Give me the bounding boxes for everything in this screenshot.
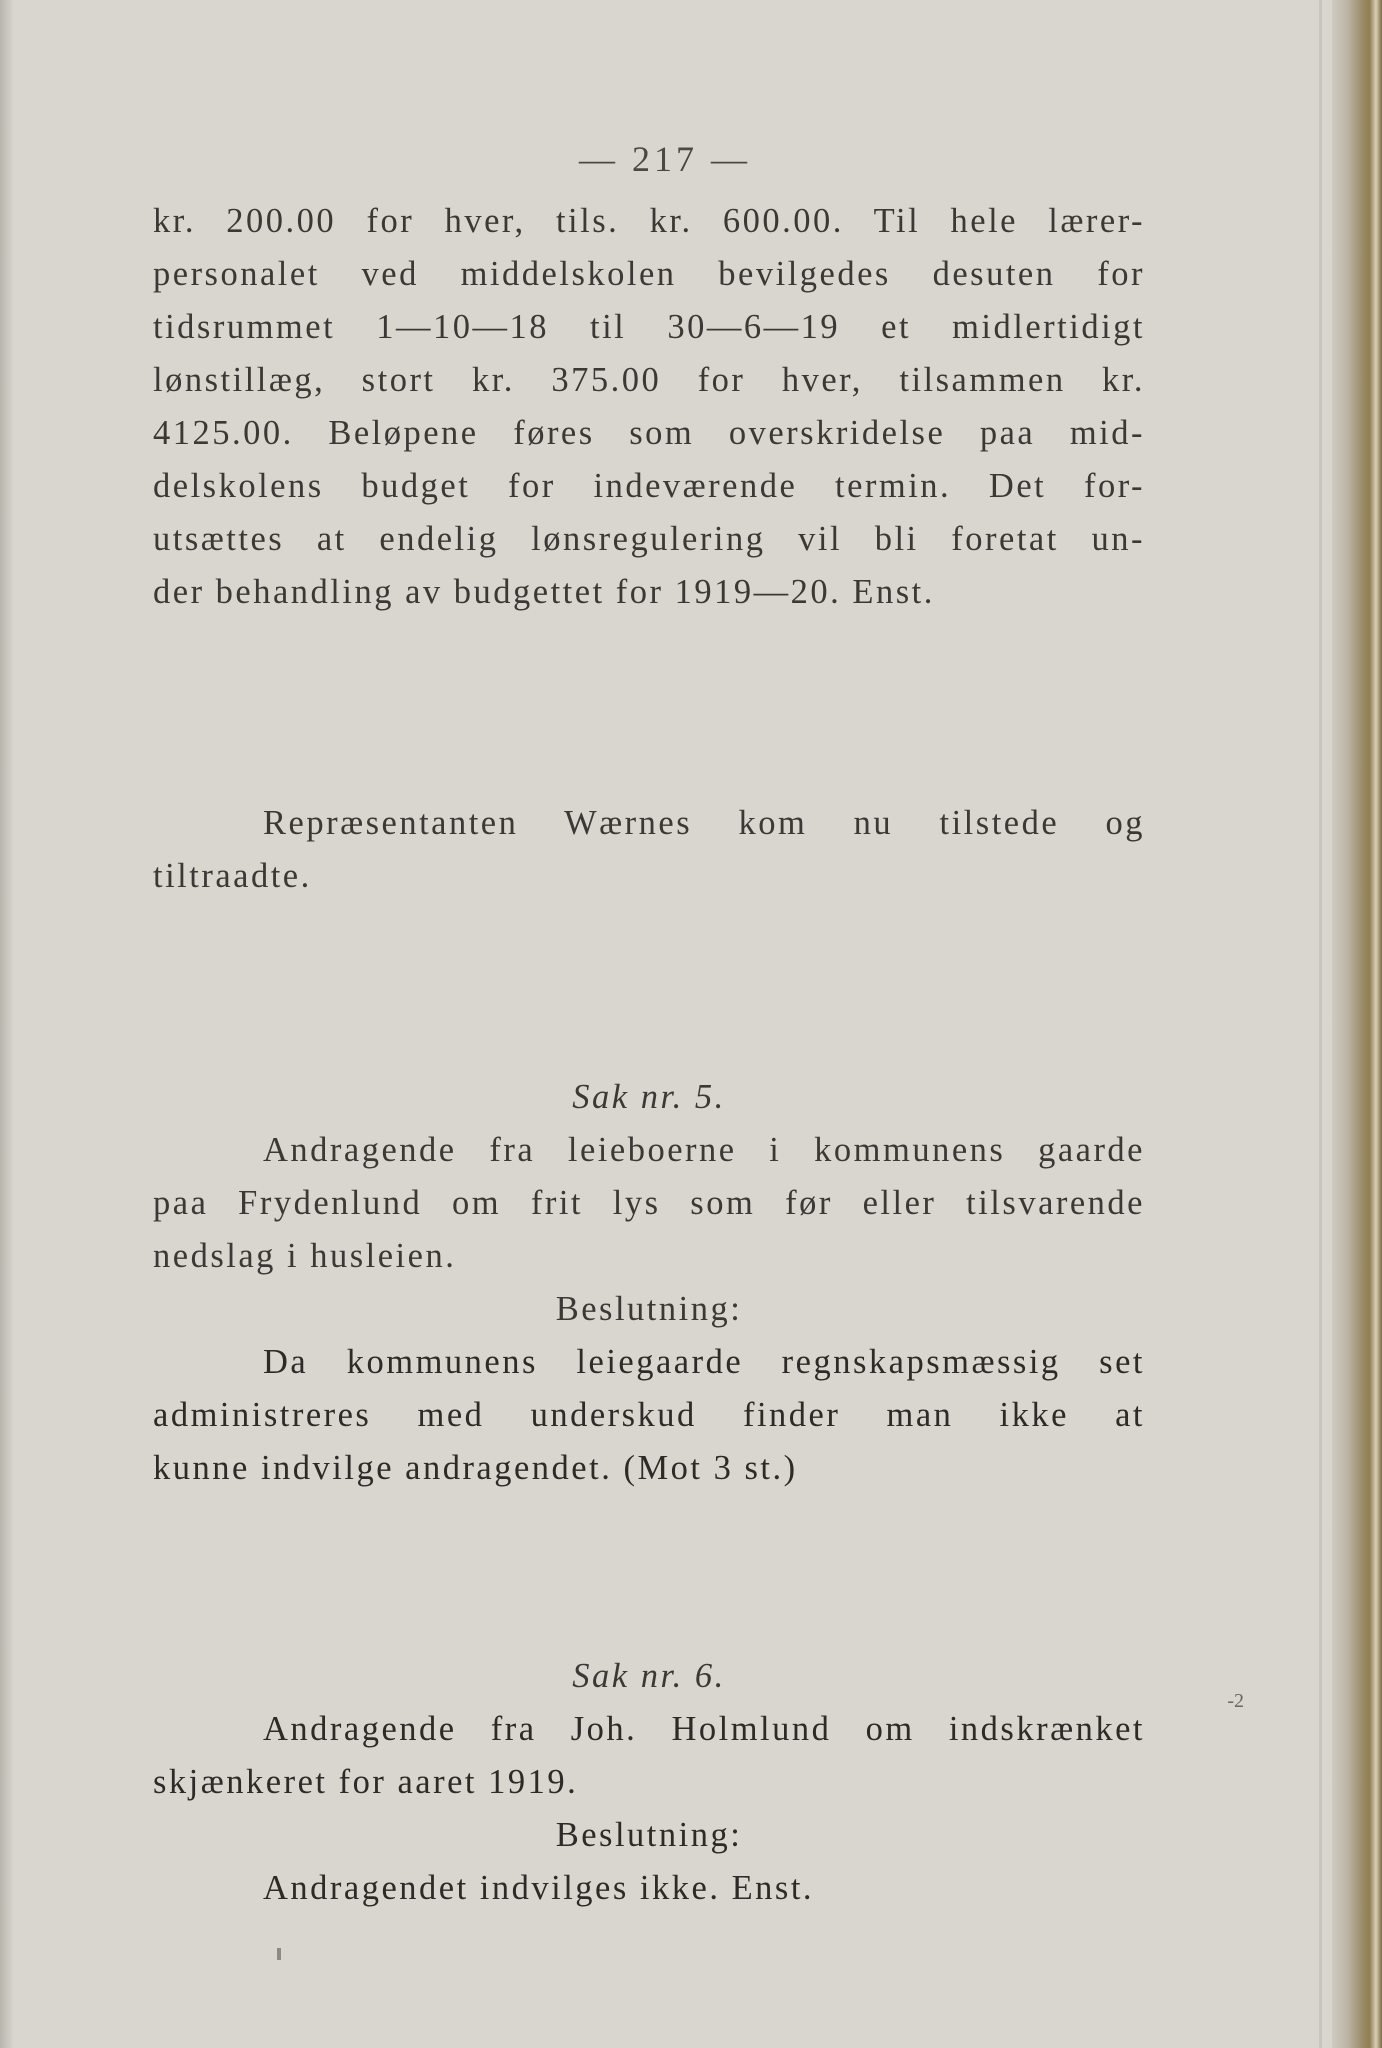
text-line: personalet ved middelskolen bevilgedes desuten for: [153, 255, 1145, 293]
text-line: administreres med underskud finder man ikke at: [153, 1396, 1145, 1434]
decision-label: Beslutning:: [555, 1816, 743, 1854]
text-line: Andragende fra Joh. Holmlund om indskrænket: [263, 1710, 1145, 1748]
text-line: lønstillæg, stort kr. 375.00 for hver, tilsammen kr.: [153, 361, 1145, 399]
case-heading: Sak nr. 5.: [572, 1078, 726, 1116]
paragraph-1: [153, 195, 1145, 619]
text-line: kunne indvilge andragendet. (Mot 3 st.): [153, 1449, 798, 1487]
text-line: kr. 200.00 for hver, tils. kr. 600.00. Til hele lærer-: [153, 202, 1145, 240]
text-line: skjænkeret for aaret 1919.: [153, 1763, 579, 1801]
text-line: tidsrummet 1—10—18 til 30—6—19 et midlertidigt: [153, 308, 1145, 346]
text-line: Andragendet indvilges ikke. Enst.: [263, 1869, 815, 1907]
text-line: nedslag i husleien.: [153, 1237, 457, 1275]
page-fold-line: [1319, 0, 1322, 2048]
text-line: utsættes at endelig lønsregulering vil bli foretat un-: [153, 520, 1145, 558]
paper-speck: [277, 1948, 281, 1960]
text-line: delskolens budget for indeværende termin. Det for-: [153, 467, 1145, 505]
case-6: [153, 1650, 1145, 1915]
text-line: Da kommunens leiegaarde regnskapsmæssig set: [263, 1343, 1145, 1381]
case-heading: Sak nr. 6.: [572, 1657, 726, 1695]
page-left-edge: [0, 0, 14, 2048]
text-line: Andragende fra leieboerne i kommunens gaarde: [263, 1131, 1145, 1169]
paragraph-2: [153, 797, 1145, 903]
text-line: Repræsentanten Wærnes kom nu tilstede og: [263, 804, 1145, 842]
text-line: der behandling av budgettet for 1919—20. Enst.: [153, 573, 935, 611]
margin-mark: -2: [1227, 1690, 1244, 1712]
book-spine-edge: [1332, 0, 1382, 2048]
text-line: 4125.00. Beløpene føres som overskridelse paa mid-: [153, 414, 1145, 452]
page-number: — 217 —: [579, 139, 751, 179]
decision-label: Beslutning:: [555, 1290, 743, 1328]
case-5: [153, 1071, 1145, 1495]
text-line: paa Frydenlund om frit lys som før eller tilsvarende: [153, 1184, 1145, 1222]
text-line: tiltraadte.: [153, 857, 312, 895]
